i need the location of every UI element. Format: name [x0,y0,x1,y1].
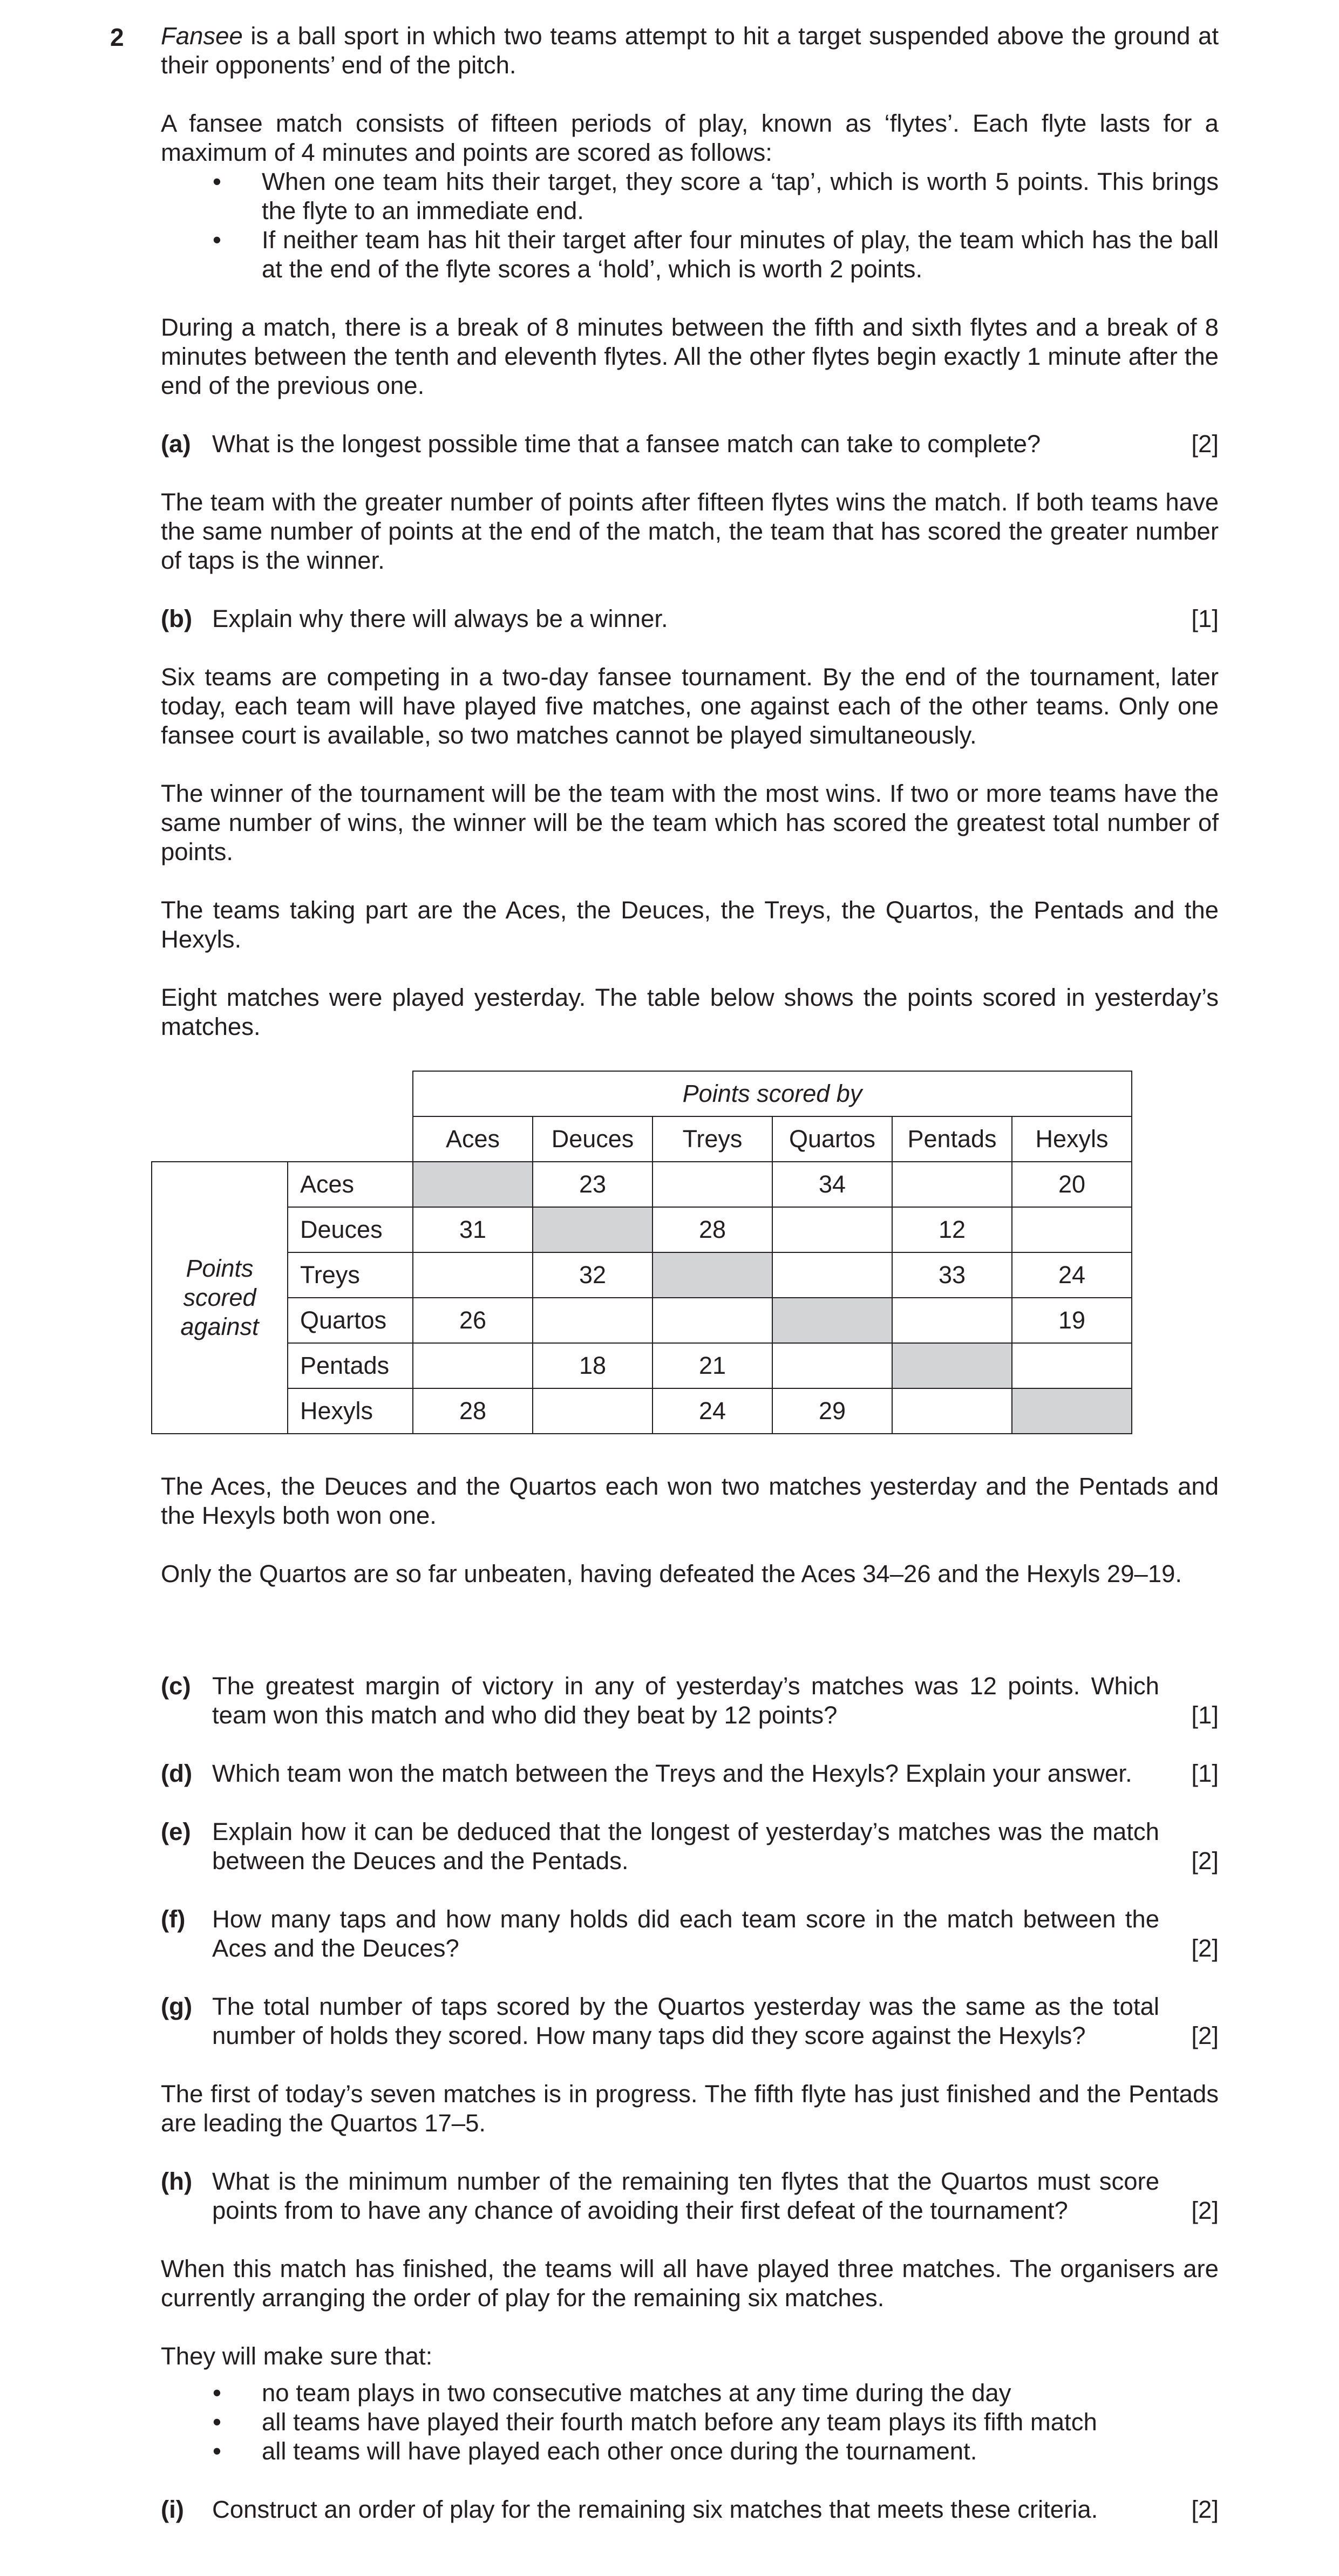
list-item: • no team plays in two consecutive matches at any time during the day [213,2379,1011,2407]
table-cell: 19 [1012,1298,1132,1343]
table-cell: 31 [413,1207,533,1252]
question-number: 2 [110,23,124,51]
column-header: Deuces [533,1116,652,1162]
table-cell [892,1388,1012,1434]
intro-paragraph [161,22,1219,80]
table-cell [413,1252,533,1298]
winner-rule-paragraph: The team with the greater number of points after fifteen flytes wins the match. If both teams have the same number of points at the end of the match, the team that has scored the greater number of taps is the winner. [161,488,1219,574]
marks: [1] [1191,605,1219,632]
table-cell: 18 [533,1343,652,1388]
table-cell: 32 [533,1252,652,1298]
column-header: Treys [652,1116,772,1162]
table-cell [1012,1388,1132,1434]
table-cell [652,1162,772,1207]
criteria-list [161,2379,1219,2466]
row-group-header: Points scored against [152,1162,288,1434]
row-header: Deuces [288,1207,413,1252]
table-cell: 21 [652,1343,772,1388]
question-f: (f) How many taps and how many holds did each team score in the match between the Aces and the Deuces? [2] [161,1905,1219,1962]
column-header: Pentads [892,1116,1012,1162]
table-cell: 24 [1012,1252,1132,1298]
breaks-paragraph: During a match, there is a break of 8 minutes between the fifth and sixth flytes and a break of 8 minutes between the tenth and eleventh flytes. All the other flytes begin exactly 1 minute after the end of the previous one. [161,314,1219,399]
yesterday-paragraph: Eight matches were played yesterday. The table below shows the points scored in yesterday’s matches. [161,984,1219,1040]
table-cell [772,1298,892,1343]
marks: [2] [1191,1934,1219,1962]
question-c: (c) The greatest margin of victory in any of yesterday’s matches was 12 points. Which team won this match and who did they beat by 12 points? [1] [161,1672,1219,1729]
table-cell [1012,1343,1132,1388]
tournament-paragraph: Six teams are competing in a two-day fansee tournament. By the end of the tournament, later today, each team will have played five matches, one against each of the other teams. Only one fansee court is available, so two matches cannot be played simultaneously. [161,663,1219,749]
table-cell: 29 [772,1388,892,1434]
marks: [2] [1191,1847,1219,1875]
question-i: (i) Construct an order of play for the remaining six matches that meets these criteria. [2] [161,2496,1219,2523]
marks: [2] [1191,2197,1219,2224]
row-header: Aces [288,1162,413,1207]
marks: [2] [1191,430,1219,458]
list-item: • If neither team has hit their target after four minutes of play, the team which has the ball at the end of the flyte scores a ‘hold’, which is worth 2 points. [213,226,1219,283]
table-cell [652,1298,772,1343]
table-cell [892,1343,1012,1388]
marks: [2] [1191,2496,1219,2523]
sport-name: Fansee [161,22,243,50]
table-cell [772,1343,892,1388]
table-row [152,1207,1132,1252]
row-header: Quartos [288,1298,413,1343]
question-body [161,22,1219,2553]
table-row [152,1252,1132,1298]
column-header: Quartos [772,1116,892,1162]
list-item: • all teams have played their fourth match before any team plays its fifth match [213,2408,1097,2436]
after-paragraph: When this match has finished, the teams will all have played three matches. The organisers are currently arranging the order of play for the remaining six matches. [161,2255,1219,2312]
marks: [2] [1191,2022,1219,2049]
column-header: Aces [413,1116,533,1162]
table-cell [772,1252,892,1298]
table-row [152,1388,1132,1434]
match-description: A fansee match consists of fifteen periods of play, known as ‘flytes’. Each flyte lasts for a maximum of 4 minutes and points are scored as follows: [161,110,1219,166]
table-cell [533,1207,652,1252]
table-cell [413,1162,533,1207]
table-cell [413,1343,533,1388]
table-row [152,1162,1132,1207]
table-cell [533,1388,652,1434]
list-item: • all teams will have played each other once during the tournament. [213,2437,977,2465]
row-header: Treys [288,1252,413,1298]
question-h: (h) What is the minimum number of the remaining ten flytes that the Quartos must score points from to have any chance of avoiding their first defeat of the tournament? [2] [161,2168,1219,2224]
table-cell: 28 [652,1207,772,1252]
table-cell: 34 [772,1162,892,1207]
points-table-wrap [151,1071,1144,1443]
table-cell [1012,1207,1132,1252]
table-cell: 28 [413,1388,533,1434]
row-header: Pentads [288,1343,413,1388]
table-cell: 26 [413,1298,533,1343]
today-paragraph: The first of today’s seven matches is in progress. The fifth flyte has just finished and the Pentads are leading the Quartos 17–5. [161,2080,1219,2137]
table-cell [772,1207,892,1252]
table-cell: 24 [652,1388,772,1434]
scoring-list [161,167,1219,284]
list-item: • When one team hits their target, they score a ‘tap’, which is worth 5 points. This brings the flyte to an immediate end. [213,168,1219,224]
unbeaten-paragraph: Only the Quartos are so far unbeaten, having defeated the Aces 34–26 and the Hexyls 29–19. [161,1560,1182,1587]
table-cell: 33 [892,1252,1012,1298]
question-e: (e) Explain how it can be deduced that the longest of yesterday’s matches was the match between the Deuces and the Pentads. [2] [161,1818,1219,1875]
row-header: Hexyls [288,1388,413,1434]
question-d: (d) Which team won the match between the Treys and the Hexyls? Explain your answer. [1] [161,1760,1219,1787]
results-paragraph: The Aces, the Deuces and the Quartos each won two matches yesterday and the Pentads and the Hexyls both won one. [161,1473,1219,1529]
table-cell: 20 [1012,1162,1132,1207]
column-group-header: Points scored by [413,1071,1132,1116]
table-cell [892,1162,1012,1207]
table-cell: 23 [533,1162,652,1207]
marks: [1] [1191,1760,1219,1787]
table-cell: 12 [892,1207,1012,1252]
table-row [152,1298,1132,1343]
points-table [151,1071,1132,1434]
question-a: (a) What is the longest possible time that a fansee match can take to complete? [2] [161,430,1219,458]
question-b: (b) Explain why there will always be a winner. [1] [161,605,1219,632]
marks: [1] [1191,1701,1219,1729]
table-cell [533,1298,652,1343]
table-cell [892,1298,1012,1343]
tournament-winner-paragraph: The winner of the tournament will be the team with the most wins. If two or more teams have the same number of wins, the winner will be the team which has scored the greatest total number of points. [161,780,1219,866]
question-g: (g) The total number of taps scored by the Quartos yesterday was the same as the total number of holds they scored. How many taps did they score against the Hexyls? [2] [161,1993,1219,2049]
table-cell [652,1252,772,1298]
column-header: Hexyls [1012,1116,1132,1162]
table-row [152,1343,1132,1388]
criteria-intro: They will make sure that: [161,2342,433,2370]
teams-paragraph: The teams taking part are the Aces, the Deuces, the Treys, the Quartos, the Pentads and the Hexyls. [161,896,1219,953]
intro-text: is a ball sport in which two teams attempt to hit a target suspended above the ground at their opponents’ end of the pitch. [161,22,1219,79]
